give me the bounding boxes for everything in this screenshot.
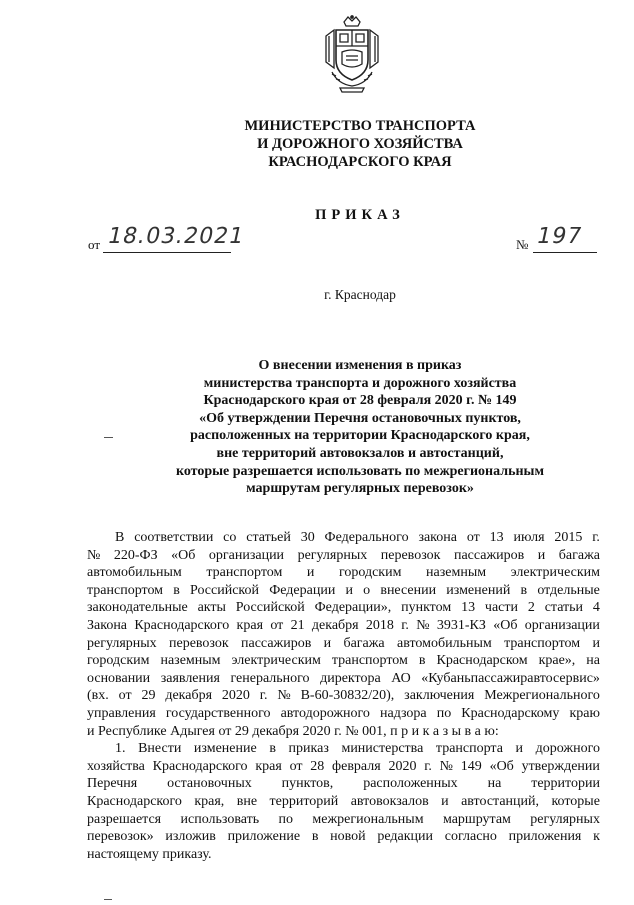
body-line: городским наземным электрическим транспортом в Краснодарском крае», на xyxy=(87,653,600,669)
date-label: от xyxy=(88,237,101,252)
subject-line: Краснодарского края от 28 февраля 2020 г. № 149 xyxy=(203,393,517,409)
ministry-line: МИНИСТЕРСТВО ТРАНСПОРТА xyxy=(244,118,476,134)
body-line: Краснодарского края, вне территорий автовокзалов и автостанций, которые xyxy=(87,793,600,809)
body-line: № 220-ФЗ «Об организации регулярных перевозок пассажиров и багажа xyxy=(87,547,600,563)
subject-line: вне территорий автовокзалов и автостанций, xyxy=(216,445,504,461)
margin-mark xyxy=(104,899,112,900)
subject-line: «Об утверждении Перечня остановочных пунктов, xyxy=(199,410,521,426)
subject-line: министерства транспорта и дорожного хозяйства xyxy=(203,375,517,391)
body-line: регулярных перевозок пассажиров и багажа автомобильным транспортом и xyxy=(87,635,600,651)
number-label: № xyxy=(516,237,529,252)
body-line: законодательные акты Российской Федерации», пунктом 13 части 2 статьи 4 xyxy=(87,600,600,616)
body-line: автомобильным транспортом и городским наземным электрическим xyxy=(87,565,600,581)
ministry-line: КРАСНОДАРСКОГО КРАЯ xyxy=(268,154,452,170)
city: г. Краснодар xyxy=(324,287,396,302)
body-line: транспортом в Российской Федерации и о внесении изменений в отдельные xyxy=(87,582,600,598)
ministry-name xyxy=(160,117,560,171)
date-underline xyxy=(103,252,231,253)
body-line: основании заявления генерального директора АО «Кубаньпассажиравтосервис» xyxy=(87,670,600,686)
handwritten-date: 18.03.2021 xyxy=(105,224,247,249)
body-line: управления государственного автодорожного надзора по Краснодарскому краю xyxy=(87,705,600,721)
body-line: настоящему приказу. xyxy=(87,846,212,862)
handwritten-number: 197 xyxy=(534,224,585,249)
order-subject xyxy=(100,357,620,498)
order-body xyxy=(87,529,600,863)
body-line: 1. Внести изменение в приказ министерства транспорта и дорожного xyxy=(115,741,600,757)
body-line: В соответствии со статьей 30 Федерального закона от 13 июля 2015 г. xyxy=(115,530,600,545)
body-line: (вх. от 29 декабря 2020 г. № В-60-30832/20), заключения Межрегионального xyxy=(87,688,600,704)
subject-line: расположенных на территории Краснодарского края, xyxy=(190,428,530,444)
body-line: перевозок» изложив приложение в новой редакции согласно приложения к xyxy=(87,829,600,845)
body-line: Закона Краснодарского края от 21 декабря 2018 г. № 3931-КЗ «Об организации xyxy=(87,617,600,633)
ministry-line: И ДОРОЖНОГО ХОЗЯЙСТВА xyxy=(257,136,463,152)
subject-line: маршрутам регулярных перевозок» xyxy=(246,481,474,497)
subject-line: которые разрешается использовать по межрегиональным xyxy=(175,463,545,479)
document-type: ПРИКАЗ xyxy=(315,207,405,223)
coat-of-arms-icon xyxy=(318,14,386,94)
body-line: хозяйства Краснодарского края от 28 февраля 2020 г. № 149 «Об утверждении xyxy=(87,758,600,774)
body-line: Перечня остановочных пунктов, расположенных на территории xyxy=(87,776,600,792)
margin-mark xyxy=(104,437,113,438)
subject-line: О внесении изменения в приказ xyxy=(258,358,462,373)
number-underline xyxy=(533,252,597,253)
body-line: и Республике Адыгея от 29 декабря 2020 г. № 001, п р и к а з ы в а ю: xyxy=(87,723,499,739)
body-line: разрешается использовать по межрегиональным маршрутам регулярных xyxy=(87,811,600,827)
